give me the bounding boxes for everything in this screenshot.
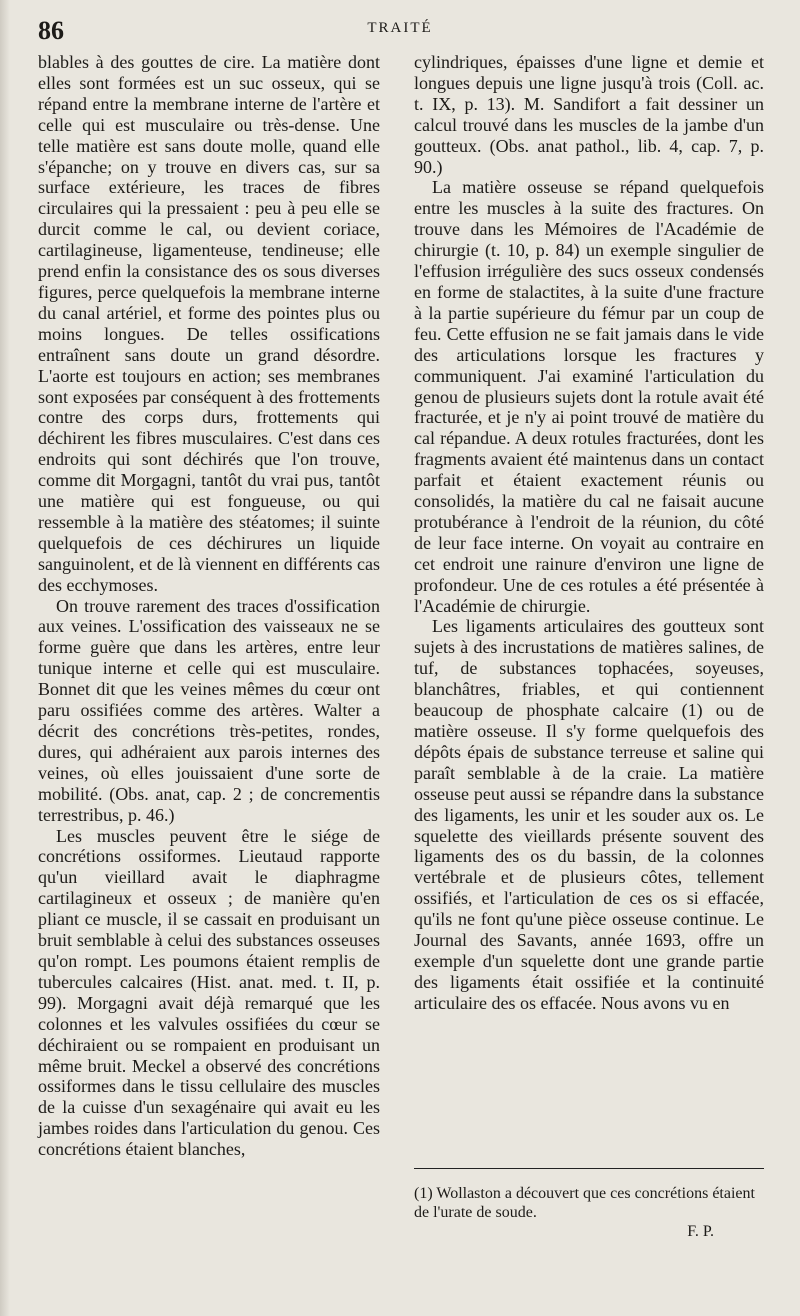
right-paragraph-3: Les ligaments articulaires des goutteux sont sujets à des incrustations de matières salines, de tuf, de substances tophacées, soyeuses, blanchâtres, friables, et qui contiennent beaucoup de phosphate calcaire (1) ou de matière osseuse. Il s'y forme quelquefois des dépôts épais de substance terreuse et saline qui paraît semblable à de la craie. La matière osseuse peut aussi se répandre dans la substance des ligaments, les unir et les souder aux os. Le squelette des vieillards présente souvent des ligaments des os du bassin, de la colonnes vertébrale et de plusieurs côtes, tellement ossifiés, et l'articulation de ces os si effacée, qu'ils ne font qu'une pièce osseuse continue. Le Journal des Savants, année 1693, offre un exemple d'un squelette dont une grande partie des ligaments était ossifiée et la continuité articulaire des os effacée. Nous avons vu en [414, 616, 764, 1013]
footnote-signature: F. P. [687, 1223, 714, 1240]
page-number: 86 [38, 16, 64, 45]
right-column [414, 52, 764, 1014]
running-head: TRAITÉ [367, 20, 433, 36]
right-paragraph-1: cylindriques, épaisses d'une ligne et demie et longues depuis une ligne jusqu'à trois (Coll. ac. t. IX, p. 13). M. Sandifort a fait dessiner un calcul trouvé dans les muscles de la jambe d'un goutteux. (Obs. anat pathol., lib. 4, cap. 7, p. 90.) [414, 52, 764, 177]
right-paragraph-2: La matière osseuse se répand quelquefois entre les muscles à la suite des fractures. On trouve dans les Mémoires de l'Académie de chirurgie (t. 10, p. 84) un exemple singulier de l'effusion irrégulière des sucs osseux condensés en forme de stalactites, à la suite d'une fracture à la partie supérieure du fémur par un coup de feu. Cette effusion ne se fait jamais dans le vide des articulations lorsque les fractures y communiquent. J'ai examiné l'articulation du genou de plusieurs sujets dont la rotule avait été fracturée, et je n'y ai point trouvé de matière du cal répandue. A deux rotules fracturées, dont les fragments avaient été maintenus dans un contact parfait et étaient exactement réunis ou consolidés, la matière du cal ne faisait aucune protubérance à l'endroit de la réunion, du côté de leur face interne. On voyait au contraire en cet endroit une rainure d'environ une ligne de profondeur. Une de ces rotules a été présentée à l'Académie de chirurgie. [414, 177, 764, 616]
left-paragraph-1: blables à des gouttes de cire. La matière dont elles sont formées est un suc osseux, qui se répand entre la membrane interne de l'artère et celle qui est musculaire ou très-dense. Une telle matière est sans doute molle, quand elle s'épanche; on y trouve en divers cas, sur sa surface extérieure, les traces de fibres circulaires qui la pressaient : peu à peu elle se durcit comme le cal, ou devient coriace, cartilagineuse, ligamenteuse, tendineuse; elle prend enfin la consistance des os sous diverses figures, perce quelquefois la membrane interne du canal artériel, et forme des pointes plus ou moins longues. De telles ossifications entraînent sans doute un grand désordre. L'aorte est toujours en action; ses membranes sont exposées par conséquent à des frottements contre des corps durs, frottements qui déchirent les fibres musculaires. C'est dans ces endroits qui sont déchirés que l'on trouve, comme dit Morgagni, tantôt du vrai pus, tantôt une matière qui est fongueuse, ou qui ressemble à la matière des stéatomes; il suinte quelquefois de ces déchirures un liquide sanguinolent, et de là viennent en différents cas des ecchymoses. [38, 52, 380, 595]
footnote [414, 1184, 764, 1241]
left-paragraph-3: Les muscles peuvent être le siége de concrétions ossiformes. Lieutaud rapporte qu'un vieillard avait le diaphragme cartilagineux et osseux ; de manière qu'en pliant ce muscle, il se cassait en produisant un bruit semblable à celui des substances osseuses qu'on rompt. Les poumons étaient remplis de tubercules calcaires (Hist. anat. med. t. II, p. 99). Morgagni avait déjà remarqué que les colonnes et les valvules ossifiées du cœur se déchiraient ou se rompaient en produisant un même bruit. Meckel a observé des concrétions ossiformes dans le tissu cellulaire des muscles de la cuisse d'un sexagénaire qui avait eu les jambes roides dans l'articulation du genou. Ces concrétions étaient blanches, [38, 825, 380, 1160]
left-column [38, 52, 380, 1160]
page-gutter-shadow [0, 0, 10, 1316]
left-paragraph-2: On trouve rarement des traces d'ossification aux veines. L'ossification des vaisseaux ne se forme guère que dans les artères, entre leur tunique interne et celle qui est musculaire. Bonnet dit que les veines mêmes du cœur ont paru ossifiées comme des artères. Walter a décrit des concrétions très-petites, rondes, dures, qui adhéraient aux parois internes des veines, où elles jouissaient d'une sorte de mobilité. (Obs. anat, cap. 2 ; de concrementis terrestribus, p. 46.) [38, 595, 380, 825]
footnote-text: (1) Wollaston a découvert que ces concrétions étaient de l'urate de soude. [414, 1185, 755, 1221]
footnote-rule [414, 1168, 764, 1169]
